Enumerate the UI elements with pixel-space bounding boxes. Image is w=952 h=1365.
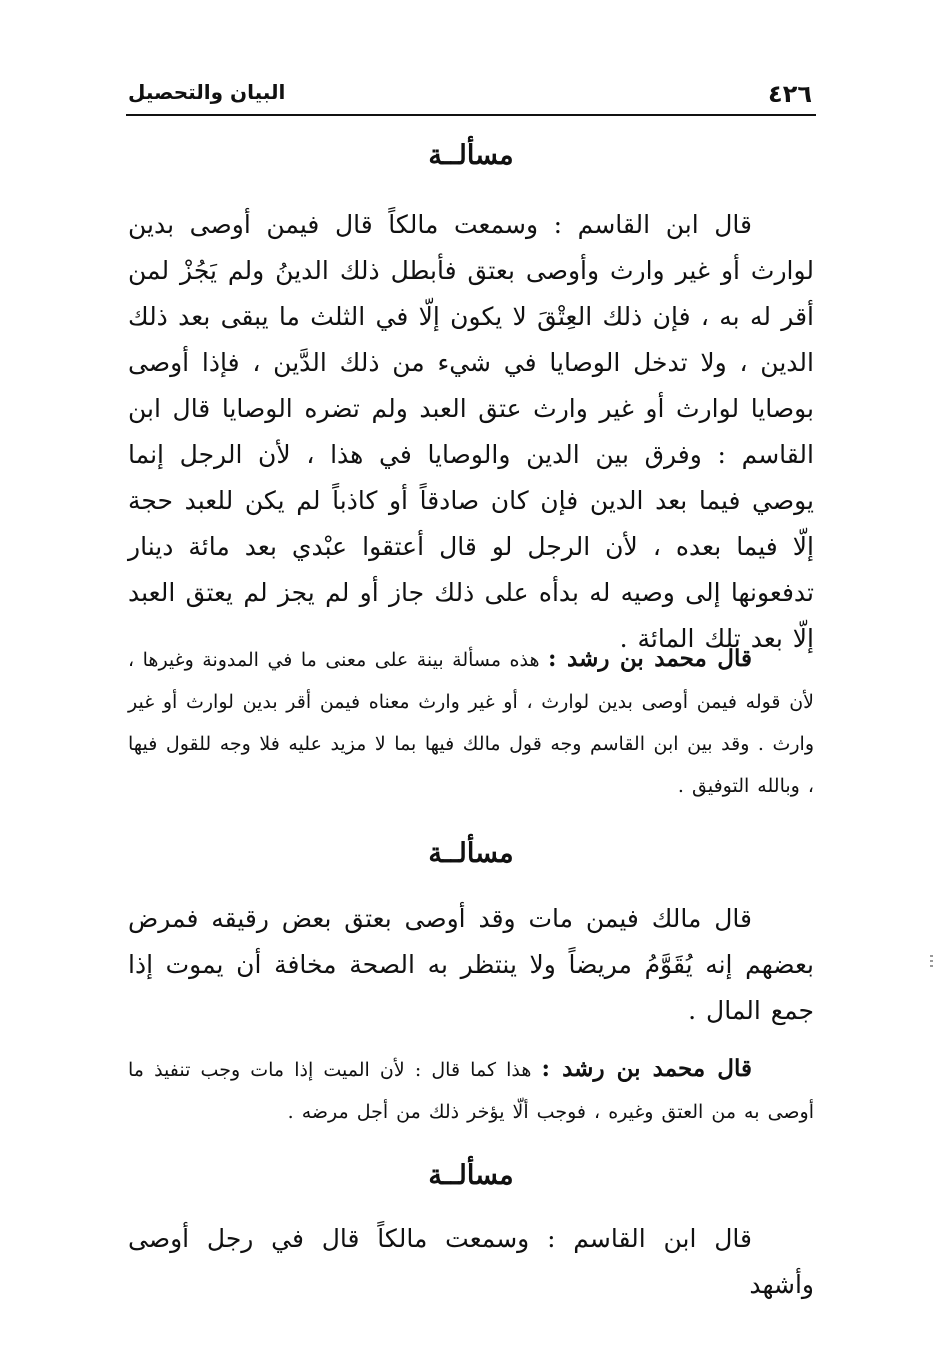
running-title: البيان والتحصيل xyxy=(128,80,286,104)
section-heading: مسألــة xyxy=(428,1160,514,1191)
commentary-label: قال محمد بن رشد : xyxy=(541,1055,752,1082)
section-heading: مسألــة xyxy=(428,140,514,171)
page-number: ٤٢٦ xyxy=(768,80,812,108)
page-header xyxy=(126,74,816,116)
commentary-paragraph xyxy=(128,638,814,807)
section-heading: مسألــة xyxy=(428,838,514,869)
commentary-text: هذا كما قال : لأن الميت إذا مات وجب تنفيذ ما أوصى به من العتق وغيره ، فوجب ألّا يؤخر ذلك من أجل مرضه . xyxy=(128,1059,814,1123)
commentary-label: قال محمد بن رشد : xyxy=(548,645,753,672)
commentary-text: هذه مسألة بينة على معنى ما في المدونة وغيرها ، لأن قوله فيمن أوصى بدين لوارث ، أو غير وارث معناه فيمن أقر بدين لوارث أو غير وارث . وقد بين ابن القاسم وجه قول مالك فيها بما لا مزيد عليه فلا وجه للقول فيها ، وبالله التوفيق . xyxy=(128,649,814,797)
section-text: قال مالك فيمن مات وقد أوصى بعتق بعض رقيقه فمرض بعضهم إنه يُقَوَّمُ مريضاً ولا ينتظر به الصحة مخافة أن يموت إذا جمع المال . xyxy=(128,904,814,1025)
commentary-paragraph xyxy=(128,1048,814,1133)
section-text: قال ابن القاسم : وسمعت مالكاً قال في رجل أوصى وأشهد xyxy=(128,1224,814,1299)
scan-artifact xyxy=(930,955,933,969)
section-text: قال ابن القاسم : وسمعت مالكاً قال فيمن أوصى بدين لوارث أو غير وارث وأوصى بعتق فأبطل ذلك الدينُ ولم يَجُزْ لمن أقر له به ، فإن ذلك العِتْقَ لا يكون إلّا في الثلث ما يبقى بعد ذلك الدين ، ولا تدخل الوصايا في شيء من ذلك الدَّين ، فإذا أوصى بوصايا لوارث أو غير وارث عتق العبد ولم تضره الوصايا قال ابن القاسم : وفرق بين الدين والوصايا في هذا ، لأن الرجل إنما يوصي فيما بعد الدين فإن كان صادقاً أو كاذباً لم يكن للعبد حجة إلّا فيما بعده ، لأن الرجل لو قال أعتقوا عبْدي بعد مائة دينار تدفعونها إلى وصيه له بدأه على ذلك جاز أو لم يجز لم يعتق العبد إلّا بعد تلك المائة . xyxy=(128,210,814,653)
